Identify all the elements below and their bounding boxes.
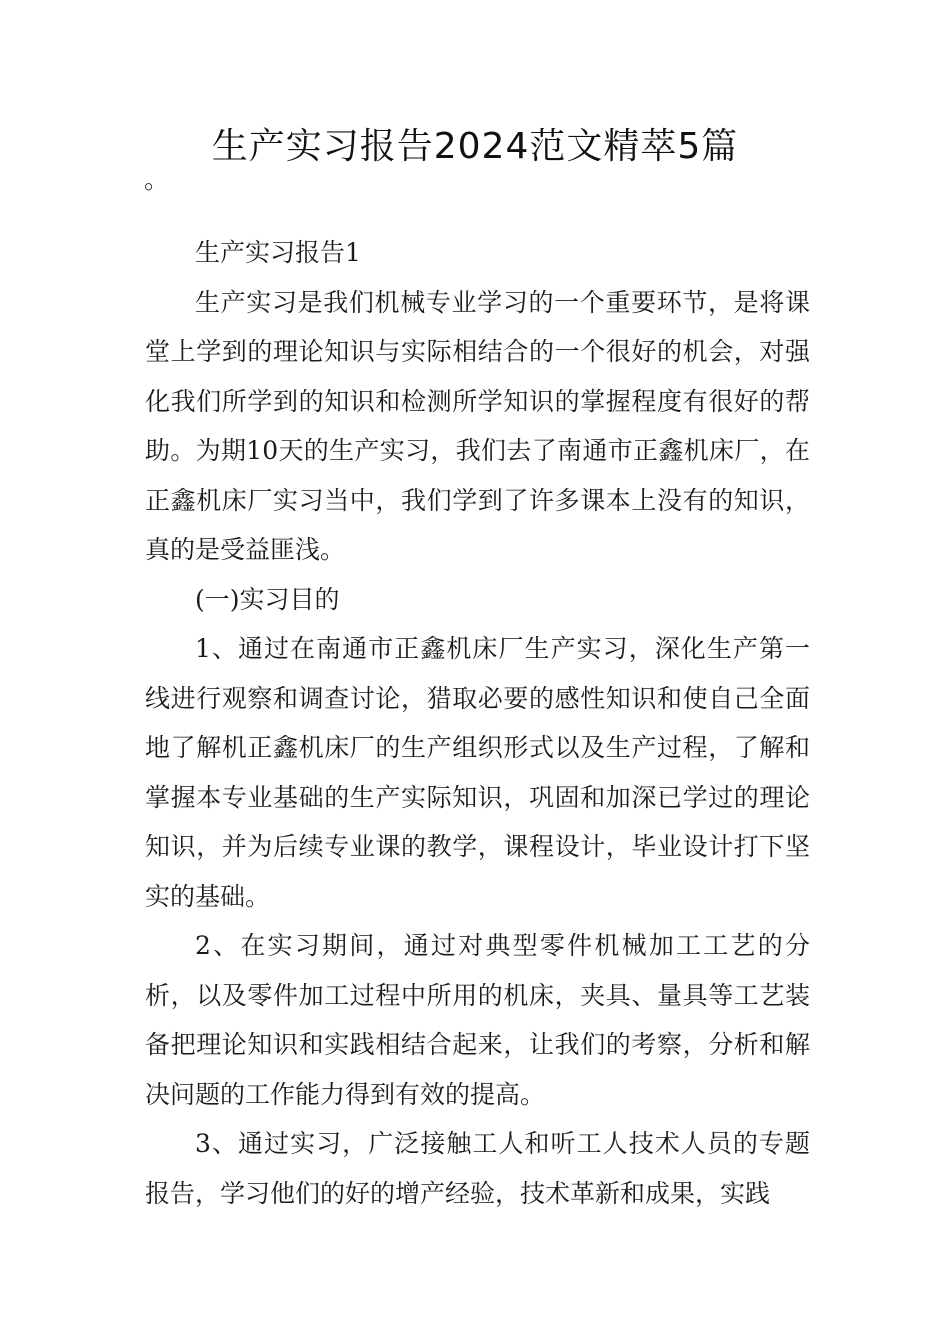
body-paragraph: 2、在实习期间，通过对典型零件机械加工工艺的分析，以及零件加工过程中所用的机床，夹具、量具等工艺装备把理论知识和实践相结合起来，让我们的考察，分析和解决问题的工作能力得到有效的提高。 [145, 931, 810, 1109]
stray-punctuation: 。 [144, 165, 170, 194]
document-body [145, 228, 810, 1218]
section-heading: 生产实习报告1 [195, 238, 361, 267]
body-paragraph: 3、通过实习，广泛接触工人和听工人技术人员的专题报告，学习他们的好的增产经验，技术革新和成果，实践 [145, 1129, 810, 1208]
document-title: 生产实习报告2024范文精萃5篇 [211, 126, 739, 167]
body-paragraph: 1、通过在南通市正鑫机床厂生产实习，深化生产第一线进行观察和调查讨论，猎取必要的感性知识和使自己全面地了解机正鑫机床厂的生产组织形式以及生产过程，了解和掌握本专业基础的生产实际知识，巩固和加深已学过的理论知识，并为后续专业课的教学，课程设计，毕业设计打下坚实的基础。 [145, 634, 810, 911]
body-paragraph: 生产实习是我们机械专业学习的一个重要环节，是将课堂上学到的理论知识与实际相结合的一个很好的机会，对强化我们所学到的知识和检测所学知识的掌握程度有很好的帮助。为期10天的生产实习，我们去了南通市正鑫机床厂，在正鑫机床厂实习当中，我们学到了许多课本上没有的知识，真的是受益匪浅。 [145, 287, 810, 564]
subsection-heading: (一)实习目的 [195, 584, 340, 614]
